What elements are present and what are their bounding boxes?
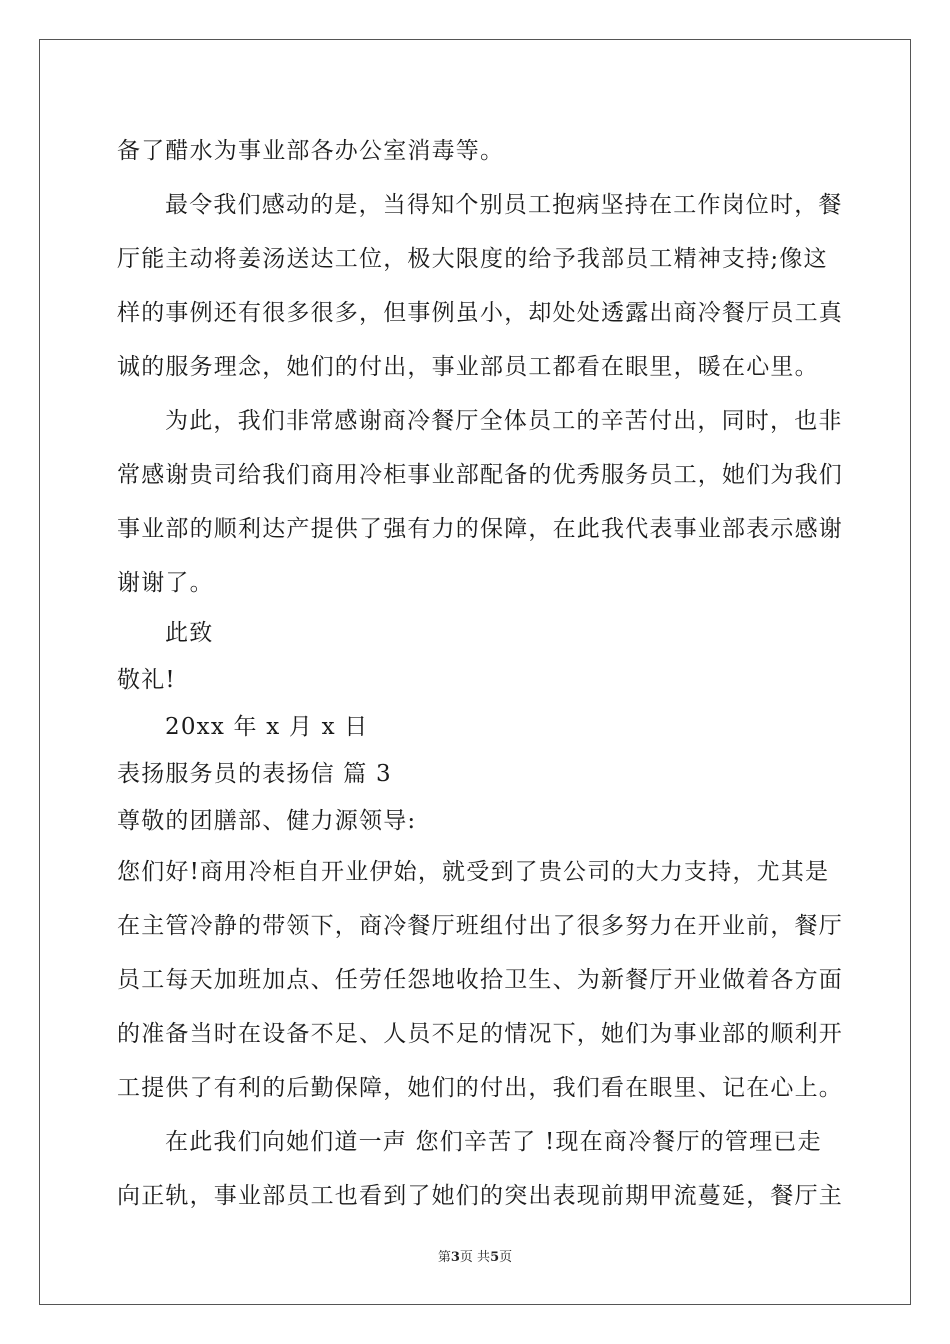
section-heading: 表扬服务员的表扬信 篇 3	[117, 761, 392, 787]
text-line: 工提供了有利的后勤保障，她们的付出，我们看在眼里、记在心上。	[117, 1075, 843, 1101]
text-line: 在此我们向她们道一声 您们辛苦了 !现在商冷餐厅的管理已走	[165, 1129, 822, 1155]
text-line: 在主管冷静的带领下，商冷餐厅班组付出了很多努力在开业前，餐厅	[117, 913, 843, 939]
text-line: 您们好!商用冷柜自开业伊始，就受到了贵公司的大力支持，尤其是	[117, 859, 830, 885]
text-line: 向正轨，事业部员工也看到了她们的突出表现前期甲流蔓延，餐厅主	[117, 1183, 843, 1209]
text-line: 备了醋水为事业部各办公室消毒等。	[117, 138, 505, 164]
total-page-number: 5	[490, 1250, 500, 1265]
text-line: 事业部的顺利达产提供了强有力的保障，在此我代表事业部表示感谢	[117, 516, 843, 542]
text-line: 厅能主动将姜汤送达工位，极大限度的给予我部员工精神支持;像这	[117, 246, 828, 272]
letter-date: 20xx 年 x 月 x 日	[165, 714, 369, 740]
current-page-number: 3	[450, 1250, 460, 1265]
page-prefix: 第	[437, 1250, 451, 1265]
text-line: 最令我们感动的是，当得知个别员工抱病坚持在工作岗位时，餐	[165, 192, 843, 218]
text-line: 的准备当时在设备不足、人员不足的情况下，她们为事业部的顺利开	[117, 1021, 843, 1047]
text-line: 诚的服务理念，她们的付出，事业部员工都看在眼里，暖在心里。	[117, 354, 819, 380]
text-line: 谢谢了。	[117, 570, 214, 596]
document-body	[117, 124, 843, 1223]
closing-salutation: 此致	[165, 620, 214, 646]
closing-regards: 敬礼!	[117, 667, 176, 693]
text-line: 为此，我们非常感谢商冷餐厅全体员工的辛苦付出，同时，也非	[165, 408, 843, 434]
text-line: 样的事例还有很多很多，但事例虽小，却处处透露出商冷餐厅员工真	[117, 300, 843, 326]
page-suffix: 页	[499, 1250, 513, 1265]
text-line: 常感谢贵司给我们商用冷柜事业部配备的优秀服务员工，她们为我们	[117, 462, 843, 488]
letter-greeting: 尊敬的团膳部、健力源领导:	[117, 808, 417, 834]
text-line: 员工每天加班加点、任劳任怨地收拾卫生、为新餐厅开业做着各方面	[117, 967, 843, 993]
page-number-footer	[0, 1246, 950, 1265]
page-mid: 页 共	[459, 1250, 491, 1265]
